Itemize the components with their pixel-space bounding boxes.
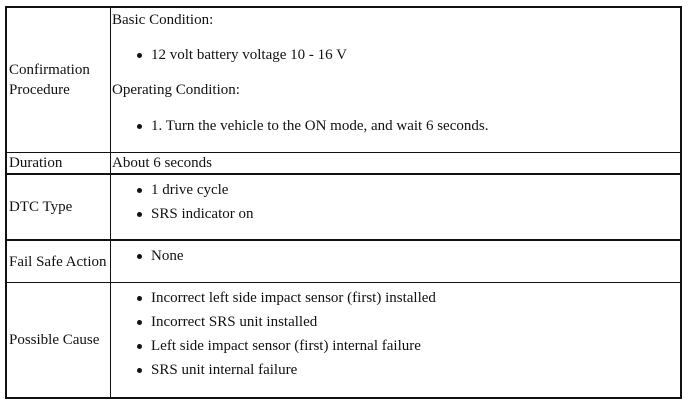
list-item: None bbox=[111, 246, 678, 266]
list-item: SRS unit internal failure bbox=[111, 360, 678, 380]
fail-safe-list bbox=[111, 246, 678, 266]
dtc-info-table bbox=[5, 6, 682, 399]
dtc-type-label: DTC Type bbox=[6, 174, 111, 240]
basic-condition-heading: Basic Condition: bbox=[112, 12, 214, 28]
list-item: 1. Turn the vehicle to the ON mode, and wait 6 seconds. bbox=[111, 116, 678, 136]
duration-value bbox=[111, 153, 682, 175]
list-item: 1 drive cycle bbox=[111, 180, 678, 200]
list-item: 12 volt battery voltage 10 - 16 V bbox=[111, 45, 678, 65]
dtc-type-value bbox=[111, 174, 682, 240]
fail-safe-label: Fail Safe Action bbox=[6, 240, 111, 283]
confirmation-procedure-row bbox=[6, 7, 681, 153]
fail-safe-value bbox=[111, 240, 682, 283]
duration-row bbox=[6, 153, 681, 175]
basic-condition-list bbox=[111, 45, 678, 65]
dtc-type-row bbox=[6, 174, 681, 240]
duration-label: Duration bbox=[6, 153, 111, 175]
operating-condition-heading: Operating Condition: bbox=[112, 82, 240, 98]
confirmation-procedure-value bbox=[111, 7, 682, 153]
list-item: Incorrect left side impact sensor (first) installed bbox=[111, 288, 678, 308]
list-item: SRS indicator on bbox=[111, 204, 678, 224]
confirmation-procedure-label: Confirmation Procedure bbox=[6, 7, 111, 153]
possible-cause-row bbox=[6, 283, 681, 399]
possible-cause-label: Possible Cause bbox=[6, 283, 111, 399]
list-item: Left side impact sensor (first) internal failure bbox=[111, 336, 678, 356]
list-item: Incorrect SRS unit installed bbox=[111, 312, 678, 332]
dtc-type-list bbox=[111, 180, 678, 224]
duration-text: About 6 seconds bbox=[112, 155, 212, 171]
fail-safe-row bbox=[6, 240, 681, 283]
operating-condition-list bbox=[111, 116, 678, 136]
possible-cause-list bbox=[111, 288, 678, 380]
possible-cause-value bbox=[111, 283, 682, 399]
